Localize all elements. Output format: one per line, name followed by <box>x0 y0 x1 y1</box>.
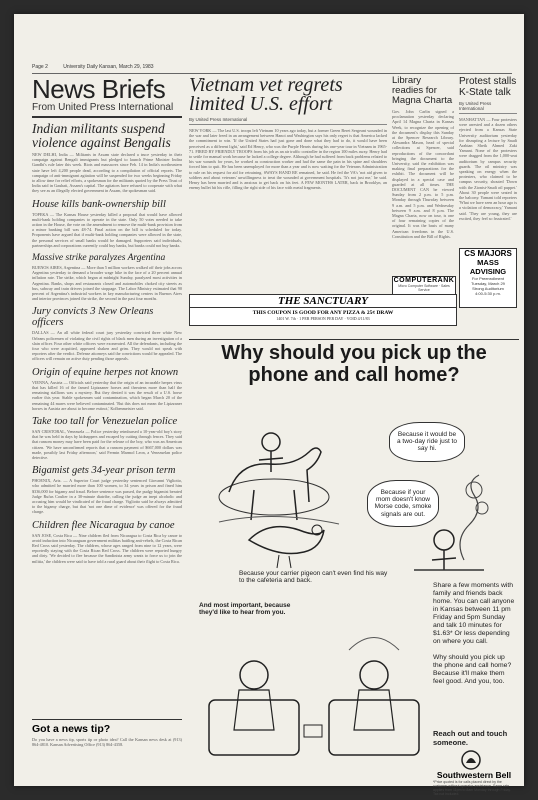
cs-majors-title: CS MAJORS <box>464 249 512 258</box>
caption-pigeon: Because your carrier pigeon can't even find his way to the cafeteria and back. <box>239 570 388 585</box>
news-tip-headline: Got a news tip? <box>32 723 111 735</box>
southwestern-bell-ad <box>189 339 519 796</box>
protest-headline: Protest stalls K-State talk <box>459 76 517 98</box>
sanctuary-expires: VOID 4/11/83 <box>346 316 370 321</box>
southwestern-bell-brand: Southwestern Bell <box>436 770 512 780</box>
reach-out-slogan: Reach out and touch someone. <box>433 729 508 747</box>
ad-pitch-text: Share a few moments with family and friends back home. You can call anyone in Kansas between 11 pm Friday and 5pm Sunday and talk 10 minutes for $1.63* Or less depending on where you call. <box>433 582 515 645</box>
ad-pitch-text-2: Why should you pick up the phone and call home? Because it'll make them feel good. And you, too. <box>433 654 512 685</box>
speech-bubble-morse: Because if your mom doesn't know Morse code, smoke signals are out. <box>367 480 439 527</box>
library-body: Gov. John Carlin signed a proclamation yesterday declaring April 14 Magna Charta in Kansas Week, to recognize the opening of the document's display this Sunday at the Spencer Research Library. Alexandra Mason, head of special collections at Spencer, said reproductions of the concordant bringing the document to the University, said the exhibition was making final preparations for the exhibit. The document will be displayed in a special case and guarded at all times. THE DOCUMENT CAN be viewed Sunday from 2 p.m. to 5 p.m. Monday through Thursday between 9 a.m. and 5 p.m. and Wednesday between 9 a.m. and 8 p.m. The Magna Charta, now on tour, is one of four remaining copies of the original. It was the basis of many American freedoms in the U.S. Constitution and the Bill of Rights. <box>392 109 454 239</box>
sanctuary-name: THE SANCTUARY <box>190 295 456 308</box>
sanctuary-coupon: THE SANCTUARY THIS COUPON IS GOOD FOR ANY PIZZA & 25¢ DRAW 1401 W. 7th · 1 PER PERSON PER DAY · VOID 4/11/83 <box>189 294 457 326</box>
story-body: NEW DELHI, India — Militants in Assam state declared a truce yesterday in their campaign against Bengali immigrants but pledged to launch Prime Minister Indira Gandhi's rule later this week. Riots and massacres since Feb. 14 in India's northeastern state have left 4,200 people dead, according to a compilation of official reports. The campaign of anti-immigrant agitation will be suspended for two weeks beginning Friday to allow time for relief efforts, a spokesman for the militants quoted by the Press Trust of India said in Gauhati, Assam's capital. The agitators have refused to cooperate with what they see as an illegally elected government in Assam, the spokesman said. <box>32 152 182 194</box>
ad-pitch <box>433 582 515 686</box>
page-header <box>32 64 512 74</box>
story-body: BUENOS AIRES, Argentina — More than 5 million workers walked off their jobs across Argentina yesterday to demand a broader wage hike in the face of a 20 percent annual inflation rate. The strike, which began at midnight Sunday, paralyzed most activities in Argentina. Banks, shops and restaurants closed and automobiles choked city streets as bus, subway and train drivers joined the stoppage. The Labor Ministry estimated that 90 percent of Argentina's industrial workers in key manufacturing centers in Buenos Aires and interior provinces joined the strike, the second in the past four months. <box>32 265 182 302</box>
sanctuary-address: 1401 W. 7th <box>276 316 296 321</box>
cs-majors-detail: 4:00-5:30 p.m. <box>475 291 501 296</box>
vietnam-byline: By United Press International <box>189 117 387 125</box>
vietnam-article <box>189 76 387 294</box>
story-body: VIENNA, Austria — Officials said yesterday that the origin of an incurable herpes virus that has killed 16 of the famed Lipizzaner horses and threatens more than half the remaining stallions was a mystery. But they denied it was the result of a U.S. horse earlier this year. Stable spokesmen said contamination, which began March 20 of the remaining 44 mares were believed contaminated. 'But this does not mean the Lipizzaner horses in Austria are about to become extinct,' Kolbenmeister said. <box>32 379 182 411</box>
news-briefs-column <box>32 76 182 782</box>
caption-most-important: And most important, because they'd like to hear from you. <box>199 602 291 617</box>
library-article <box>392 76 454 280</box>
computerank-name: COMPUTERANK <box>393 277 455 284</box>
sanctuary-offer: THIS COUPON IS GOOD FOR ANY PIZZA & 25¢ DRAW <box>252 310 394 316</box>
story-body: DALLAS — An all white federal court jury yesterday convicted three white New Orleans policemen of violating the civil rights of black men during an investigation of a slain officer. Four other white officers were exonerated. All the defendants, including the four who were acquitted, appeared shaken and grim. They would not speak with reporters after the verdict. Defense attorneys said the convictions would be appealed. The officers will remain on active duty pending those appeals. <box>32 330 182 362</box>
story-headline: Massive strike paralyzes Argentina <box>32 253 166 264</box>
computerank-tagline: Micro Computer Software · Sales Service <box>398 284 450 292</box>
sanctuary-limit: 1 PER PERSON PER DAY <box>299 316 344 321</box>
story-body: PHOENIX, Ariz. — A Superior Court judge yesterday sentenced Giovanni Vigliotto, who admitted he married more than 100 women, to 34 years in prison and fined him $336,000 for bigamy and fraud. Before sentence was passed, the pudgy bigamist berated Judge Rufus Coulter in a 30-minute diatribe, calling the judge an inept alcoholic and accusing him would be vindicated of the fraud charge. Vigliotto said he always admitted to the bigamy charge, but that 'not one dime of evidence' was offered for the fraud charge. <box>32 478 182 515</box>
story-headline: Children flee Nicaragua by canoe <box>32 519 175 531</box>
story-headline: Origin of equine herpes not known <box>32 366 179 378</box>
story-headline: House kills bank-ownership bill <box>32 198 166 210</box>
cs-majors-event: MASS ADVISING <box>469 258 507 276</box>
vietnam-headline: Vietnam vet regrets limited U.S. effort <box>189 74 343 115</box>
news-briefs-title: News Briefs <box>32 74 166 104</box>
library-headline: Library readies for Magna Charta <box>392 75 453 106</box>
story-body: SAN JOSE, Costa Rica — Nine children fled from Nicaragua to Costa Rica by canoe to avoid induction into Nicaraguan government militias battling anti-rebels, the Costa Rican Red Cross said yesterday. The children, whose ages ranged from nine to 12 years, were reportedly staying with the Costa Rican Red Cross. The children were reported hungry and dirty. 'We decided to flee because the Sandinista army wants to force us to join the militia,' the children were said to have told a rural guard about their flight to Costa Rica. <box>32 532 182 564</box>
page-number: Page 2 <box>32 64 48 70</box>
cs-majors-detail: Tuesday, March 29 <box>471 281 505 286</box>
protest-byline: By United Press International <box>459 101 517 114</box>
story-headline: Take too tall for Venezuelan police <box>32 415 178 427</box>
cs-majors-detail: Strong Auditorium <box>472 286 504 291</box>
cs-majors-ad <box>459 248 517 308</box>
speech-bubble-ride: Because it would be a two-day ride just to say hi. <box>389 422 465 462</box>
cs-majors-detail: For Preenrollment <box>471 276 504 281</box>
bell-logo-icon <box>461 750 481 770</box>
story-body: SAN CRISTOBAL, Venezuela — Police yesterday reimbursed a 10-year-old boy's story that he was held in days by kidnappers and escaped by cutting through fences. They said that ransom money may have been paid for the release of the boy, who was an American citizen. 'We have unconfirmed reports that a ransom payment of $667,000 dollars was made, possibly last Friday afternoon,' said Fermin Marmol Leon, a Venezuelan police detective. <box>32 428 182 460</box>
news-tip-body: Do you have a news tip, sports tip or photo idea? Call the Kansan news desk at (913) 864-4810. Kansan Advertising Office (913) 864-4358. <box>32 737 182 748</box>
news-briefs-subtitle: From United Press International <box>32 102 182 118</box>
protest-body: MANHATTAN — Four protesters were arrested and a dozen others ejected from a Kansas State University auditorium yesterday for disrupting a lecture by Saudi Arabian Sheik Ahmed Zaki Yamani. None of the protesters were dragged from the 1,000-seat auditorium by campus security guards. The oil ministry was speaking on energy when the protesters, who claimed to be campus security, shouted 'Down with the Zionist-Saudi oil puppet.' About 30 people were seated in the balcony. Yamani told reporters 'What we have seen an hour ago is a violation of democracy,' Yamani said. 'They are young, they are excited, they feel so frustrated.' <box>459 117 517 221</box>
protest-article <box>459 76 517 244</box>
news-tip-box <box>32 719 182 775</box>
family-on-phone-illustration <box>199 630 429 770</box>
story-headline: Indian militants suspend violence against Bengalis <box>32 121 171 150</box>
ad-footnote: *Price quoted is for calls placed direct by the customer without operator assistance. Same rate applies from 11pm to 8am Monday through Friday. Tax not included. <box>433 780 511 796</box>
ad-headline: Why should you pick up the phone and call home? <box>221 342 487 386</box>
vietnam-body: NEW YORK — The last U.S. troops left Vietnam 10 years ago today, but a former Green Beret Sergeant wounded in the war and later freed in an arrangement between Hanoi and Washington says his only regret is that America lacked the commitment to win. 'If the United States had just gone and done what they had to do, it would have been perceived as a different light,' said Ed Henry, who was the Purple Hearts during his one-year tour in Vietnam in 1965-71. FIRED BY FRIENDLY TROOPS from his job as an air traffic controller in the region 100 miles away. Henry had to settle for manual work because he lacked a college degree. Although he had suffered from back problems related to his war wounds for years, he worked as construction worker and had the same the pain in his spine and shoulders forced him to quit. He has been unemployed for more than a year and is now waiting for the Veterans Administration to rule on his request for aid for retraining. SWAYS HAND RE remained, he said. He fed the VA's 'not aid given to soldiers and about veterans' unwillingness to treat the wounded at government hospitals. 'It's not just me,' he said. Henry has been married and is anxious to get back on his feet. A FEW MONTHS LATER, back in Brooklyn, an enemy bullet hit his rifle, filling the right side of his face with metal fragments. <box>189 128 387 191</box>
pigeon-illustration <box>209 500 359 570</box>
story-body: TOPEKA — The Kansas House yesterday killed a proposal that would have allowed multi-bank holding companies to operate in the state. Only 50 votes needed to take action in the House, the vote on the amendment to remove the multi-bank provision from a minor banking bill was 48-74. Final action on the bill is scheduled for today. Proponents have argued that if multi-bank holding companies were allowed in the state, the personal services of small banks would be damaged. Supporters said individuals, partnerships and corporations currently could buy banks, but banks could not buy banks. <box>32 211 182 248</box>
paper-dateline: University Daily Kansan, March 29, 1983 <box>63 64 154 70</box>
story-headline: Jury convicts 3 New Orleans officers <box>32 306 154 329</box>
story-headline: Bigamist gets 34-year prison term <box>32 465 176 477</box>
newspaper-page <box>14 14 524 796</box>
computerank-ad <box>392 276 456 296</box>
